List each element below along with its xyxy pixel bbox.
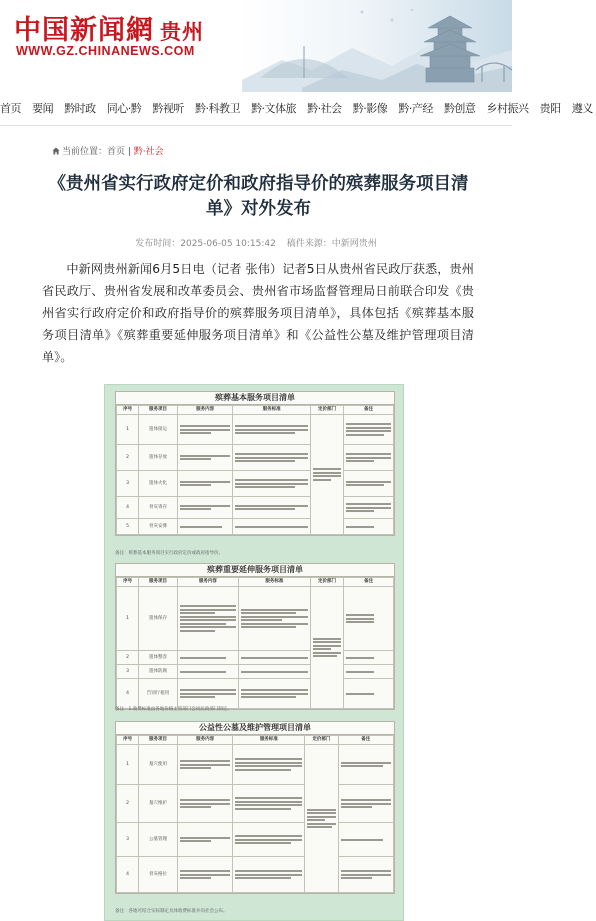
table-row xyxy=(117,445,394,471)
row-note xyxy=(344,587,394,651)
row-standard xyxy=(233,745,305,785)
row-content xyxy=(177,471,232,497)
row-item: 遗体接运 xyxy=(139,415,178,445)
row-index: 4 xyxy=(117,679,139,709)
row-item: 墓穴维护 xyxy=(139,785,178,823)
breadcrumb-prefix: 当前位置： xyxy=(62,147,108,157)
row-dept xyxy=(310,587,343,709)
row-item: 遗体防腐 xyxy=(139,665,178,679)
nav-item-united-front[interactable]: 同心·黔 xyxy=(106,102,142,115)
row-index: 1 xyxy=(117,415,139,445)
site-url: WWW.GZ.CHINANEWS.COM xyxy=(16,44,195,58)
row-note xyxy=(344,497,394,519)
row-index: 2 xyxy=(117,651,139,665)
table-row xyxy=(117,519,394,535)
table-row xyxy=(117,665,394,679)
row-dept xyxy=(310,415,343,535)
table-row xyxy=(117,471,394,497)
row-standard xyxy=(233,445,311,471)
table-header: 服务内容 xyxy=(177,736,232,745)
row-note xyxy=(338,745,393,785)
row-index: 3 xyxy=(117,471,139,497)
nav-item-politics[interactable]: 黔时政 xyxy=(64,102,96,115)
table-row xyxy=(117,415,394,445)
table-header: 服务项目 xyxy=(139,578,178,587)
nav-item-economy[interactable]: 黔·产经 xyxy=(398,102,433,115)
logo-text: 中国新闻網 xyxy=(14,15,154,46)
row-item: 遗体存放 xyxy=(139,445,178,471)
table-row xyxy=(117,785,394,823)
header-landmark-illustration xyxy=(242,0,512,92)
table-header: 服务项目 xyxy=(139,736,178,745)
table-header: 序号 xyxy=(117,578,139,587)
row-content xyxy=(177,587,238,651)
row-content xyxy=(177,415,232,445)
row-standard xyxy=(238,679,310,709)
logo-region: 贵州 xyxy=(160,20,204,44)
row-note xyxy=(338,823,393,857)
row-note xyxy=(338,857,393,893)
row-standard xyxy=(238,651,310,665)
row-content xyxy=(177,497,232,519)
table-header: 服务标准 xyxy=(238,578,310,587)
table-header: 服务项目 xyxy=(139,406,178,415)
row-standard xyxy=(233,415,311,445)
table-title: 殡葬重要延伸服务项目清单 xyxy=(116,564,394,577)
nav-item-video[interactable]: 黔视听 xyxy=(152,102,184,115)
article-body xyxy=(42,258,474,368)
breadcrumb-home-link[interactable]: 首页 xyxy=(107,147,126,157)
nav-item-society[interactable]: 黔·社会 xyxy=(307,102,342,115)
table-grid xyxy=(116,405,394,535)
row-note xyxy=(344,665,394,679)
table-header: 定价部门 xyxy=(310,406,343,415)
nav-item-headlines[interactable]: 要闻 xyxy=(32,102,54,115)
row-item: 骨灰安葬 xyxy=(139,519,178,535)
table-extended-services xyxy=(115,563,395,710)
nav-item-rural[interactable]: 乡村振兴 xyxy=(486,102,529,115)
home-icon xyxy=(52,147,60,155)
row-item: 告别厅租用 xyxy=(139,679,178,709)
row-index: 5 xyxy=(117,519,139,535)
table-header: 服务内容 xyxy=(177,578,238,587)
row-note xyxy=(344,679,394,709)
table-row xyxy=(117,497,394,519)
row-note xyxy=(344,471,394,497)
row-item: 遗体整容 xyxy=(139,651,178,665)
table-grid xyxy=(116,735,394,893)
nav-item-creative[interactable]: 黔创意 xyxy=(443,102,476,115)
breadcrumb xyxy=(52,144,164,157)
main-nav xyxy=(0,92,593,126)
table-row xyxy=(117,857,394,893)
row-item: 遗体保存 xyxy=(139,587,178,651)
table-header: 备注 xyxy=(338,736,393,745)
nav-item-culture-tourism[interactable]: 黔·文体旅 xyxy=(251,102,297,115)
row-content xyxy=(177,651,238,665)
row-index: 1 xyxy=(117,587,139,651)
table-row xyxy=(117,823,394,857)
row-content xyxy=(177,519,232,535)
row-index: 3 xyxy=(117,665,139,679)
article-title: 《贵州省实行政府定价和政府指导价的殡葬服务项目清单》对外发布 xyxy=(48,174,469,219)
nav-item-home[interactable]: 首页 xyxy=(0,102,21,115)
table-row xyxy=(117,651,394,665)
site-logo[interactable] xyxy=(14,8,204,47)
row-note xyxy=(344,651,394,665)
row-note xyxy=(344,445,394,471)
table-title: 公益性公墓及维护管理项目清单 xyxy=(116,722,394,735)
table-header: 序号 xyxy=(117,406,139,415)
row-content xyxy=(177,857,232,893)
table-title: 殡葬基本服务项目清单 xyxy=(116,392,394,405)
row-standard xyxy=(238,587,310,651)
row-standard xyxy=(233,823,305,857)
row-item: 骨灰格位 xyxy=(139,857,178,893)
table-header: 定价部门 xyxy=(305,736,338,745)
row-standard xyxy=(233,497,311,519)
table-row xyxy=(117,587,394,651)
row-standard xyxy=(233,519,311,535)
article-meta xyxy=(0,236,512,249)
row-content xyxy=(177,445,232,471)
table-note: 备注：殡葬基本服务项目实行政府定价或政府指导价。 xyxy=(115,551,223,556)
table-row xyxy=(117,745,394,785)
row-content xyxy=(177,785,232,823)
breadcrumb-separator: | xyxy=(125,147,134,157)
article-figure-tables xyxy=(104,384,404,921)
table-header: 服务内容 xyxy=(177,406,232,415)
row-standard xyxy=(233,857,305,893)
row-content xyxy=(177,823,232,857)
row-item: 骨灰寄存 xyxy=(139,497,178,519)
row-standard xyxy=(233,471,311,497)
row-index: 2 xyxy=(117,785,139,823)
table-header: 序号 xyxy=(117,736,139,745)
row-content xyxy=(177,745,232,785)
row-index: 2 xyxy=(117,445,139,471)
row-note xyxy=(344,415,394,445)
row-item: 遗体火化 xyxy=(139,471,178,497)
table-header: 服务标准 xyxy=(233,406,311,415)
row-index: 3 xyxy=(117,823,139,857)
row-note xyxy=(338,785,393,823)
row-note xyxy=(344,519,394,535)
site-header xyxy=(0,0,512,92)
row-standard xyxy=(238,665,310,679)
nav-item-science-education[interactable]: 黔·科教卫 xyxy=(194,102,240,115)
table-header: 备注 xyxy=(344,578,394,587)
table-note: 备注：1.收费标准由各地价格主管部门会同民政部门制定。 xyxy=(115,707,232,712)
nav-item-images[interactable]: 黔·影像 xyxy=(352,102,388,115)
row-item: 公墓管理 xyxy=(139,823,178,857)
nav-item-guiyang[interactable]: 贵阳 xyxy=(539,102,561,115)
row-index: 4 xyxy=(117,857,139,893)
table-public-cemetery xyxy=(115,721,395,894)
table-basic-services xyxy=(115,391,395,536)
table-row xyxy=(117,679,394,709)
row-standard xyxy=(233,785,305,823)
table-grid xyxy=(116,577,394,709)
row-item: 墓穴使用 xyxy=(139,745,178,785)
article-paragraph: 中新网贵州新闻6月5日电（记者 张伟）记者5日从贵州省民政厅获悉，贵州省民政厅、贵州省发展和改革委员会、贵州省市场监督管理局日前联合印发《贵州省实行政府定价和政府指导价的殡葬服务项目清单》，具体包括《殡葬基本服务项目清单》《殡葬重要延伸服务项目清单》和《公益性公墓及维护管理项目清单》。 xyxy=(42,262,474,364)
row-dept xyxy=(305,745,338,893)
publish-time: 发布时间：2025-06-05 10:15:42 xyxy=(135,239,276,249)
table-note: 备注：各地可结合实际制定具体收费标准并向社会公布。 xyxy=(115,909,228,914)
table-header: 服务标准 xyxy=(233,736,305,745)
row-index: 1 xyxy=(117,745,139,785)
row-index: 4 xyxy=(117,497,139,519)
article-source: 稿件来源：中新网贵州 xyxy=(286,239,377,249)
table-header: 定价部门 xyxy=(310,578,343,587)
table-header: 备注 xyxy=(344,406,394,415)
row-content xyxy=(177,679,238,709)
breadcrumb-current[interactable]: 黔·社会 xyxy=(133,147,164,157)
row-content xyxy=(177,665,238,679)
nav-item-zunyi[interactable]: 遵义 xyxy=(571,102,593,115)
